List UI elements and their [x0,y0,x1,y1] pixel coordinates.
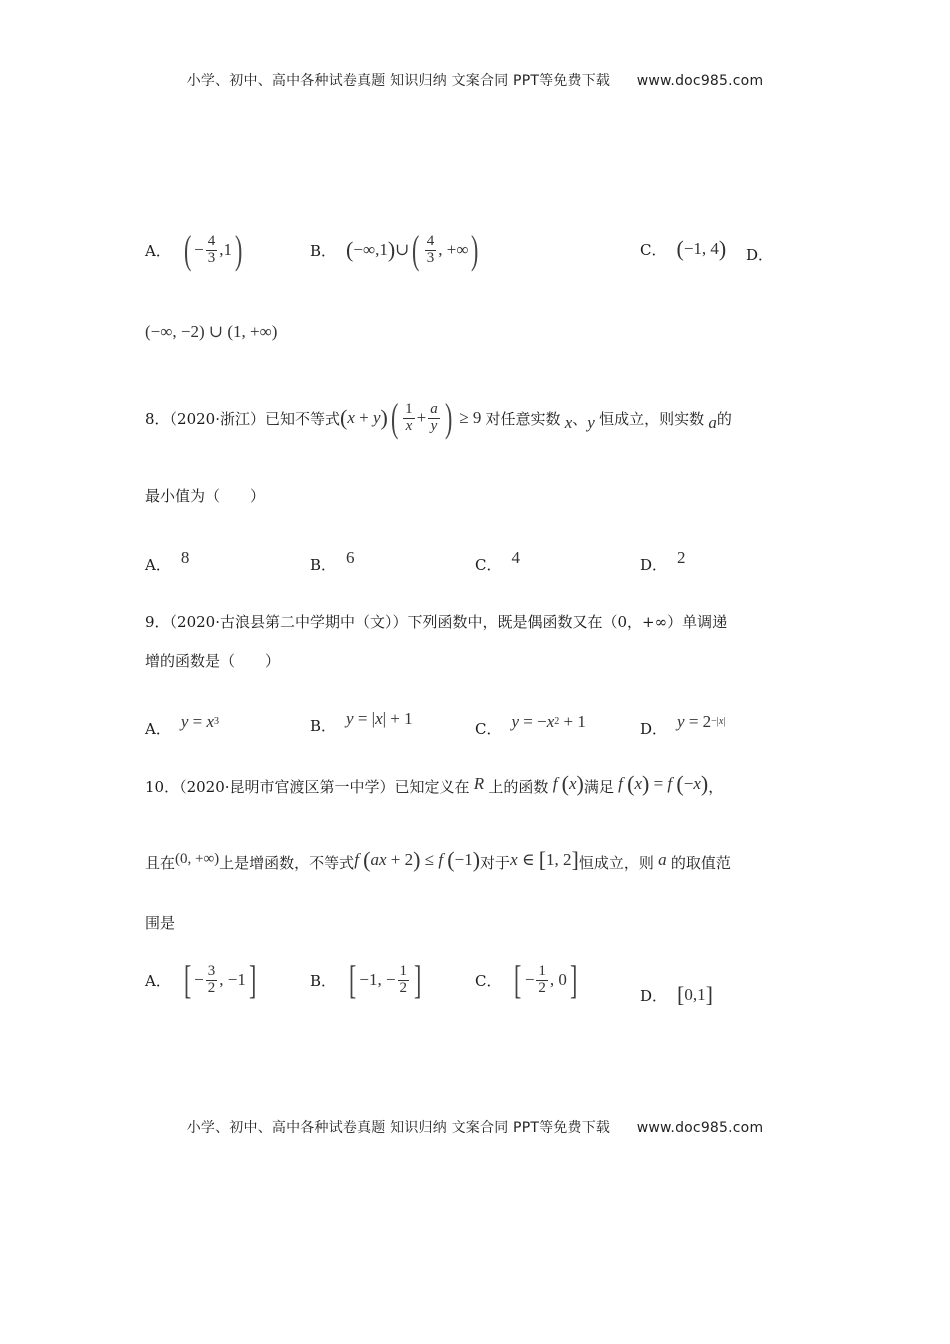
math-interval: [ 0,1 ] [677,982,713,1007]
math-function: y = x 3 [180,711,220,731]
math-var-x: x [560,413,573,432]
math-var-a: a [653,849,671,869]
q8-stem-line2: 最小值为（ ） [145,487,266,505]
q10-l2b: 上是增函数，不等式 [219,854,355,872]
header-site: www.doc985.com [636,73,764,89]
math-interval: ( − $\frac{4}{3}$ ,1 ) [183,227,243,272]
q10-l2e: 的取值范 [670,854,731,872]
q9-option-c [475,704,586,739]
q8-tail1: 恒成立，则实数 [599,409,705,428]
q9-stem-line2: 增的函数是（ ） [145,652,281,670]
option-value: 2 [677,547,686,567]
q10-l2d: 恒成立，则 [578,854,654,872]
math-fx: f ( x ) [552,770,584,796]
math-interval: [ − $\frac{1}{2}$ , 0 ] [514,957,578,1002]
math-interval: [ − $\frac{3}{2}$ , −1 ] [183,957,257,1002]
option-label: D． [746,246,774,264]
math-inequality: f ( ax + 2 ) ≤ f ( −1 ) [354,846,481,872]
q10-stem-line3: 围是 [145,914,176,932]
q10-stem-line2 [145,846,731,873]
q7-option-c [640,236,726,262]
q7-option-d-value: (−∞, −2) ∪ (1, +∞) [145,322,278,341]
q9-stem-line1: 9．（2020·古浪县第二中学期中（文））下列函数中，既是偶函数又在（0，+∞）单调递 [145,613,728,631]
header-text: 小学、初中、高中各种试卷真题 知识归纳 文案合同 PPT等免费下载 [186,73,611,89]
q10-prefix: 10．（2020·昆明市官渡区第一中学）已知定义在 [145,778,470,796]
option-label: C． [475,720,502,738]
option-label: A． [145,556,171,574]
q7-option-d [746,244,783,265]
q10-option-b [310,957,424,1002]
q10-l2c: 对于 [480,854,511,872]
q8-mid: 对任意实数 [485,409,561,428]
math-interval: ( −∞,1 ) ∪ ( $\frac{4}{3}$ , +∞ ) [346,227,479,272]
q10-option-d [640,982,713,1008]
q9-option-b [310,701,413,736]
math-var-a: a [704,413,717,432]
q7-option-a [145,227,245,272]
q9-option-a [145,704,219,739]
q10-end1: ， [708,778,724,796]
math-domain: x ∈ [ 1, 2 ] [510,846,579,872]
math-interval: (0, +∞) [175,851,220,867]
q10-option-a [145,957,259,1002]
option-value: 8 [180,547,190,567]
option-label: B． [310,241,337,260]
q8-option-a [145,540,189,575]
math-function: y = | x | + 1 [346,708,413,728]
math-interval: [ −1, − $\frac{1}{2}$ ] [349,957,422,1002]
option-label: B． [310,971,337,990]
option-label: D． [640,556,668,574]
option-label: A． [145,241,171,260]
q8-stem-line1 [145,395,732,440]
math-function: y = − x 2 + 1 [511,711,586,731]
option-label: D． [640,720,668,738]
option-label: A． [145,720,171,738]
q8-option-c [475,540,520,575]
q10-l2a: 且在 [145,854,176,872]
option-label: C． [475,556,502,574]
page-header [0,70,950,90]
math-function: y = 2 −|x| [677,711,726,731]
option-label: D． [640,986,668,1005]
q7-option-b [310,227,482,272]
q10-mid2: 满足 [583,778,614,796]
option-value: 6 [346,547,355,567]
option-label: B． [310,717,337,735]
option-label: A． [145,971,171,990]
page-footer [0,1117,950,1137]
option-label: B． [310,556,337,574]
q8-prefix: 8．（2020·浙江）已知不等式 [145,409,340,428]
option-label: C． [640,240,667,259]
footer-site: www.doc985.com [636,1120,764,1136]
q9-option-d [640,704,725,739]
math-var-y: y [587,413,600,432]
q10-option-c [475,957,580,1002]
footer-text: 小学、初中、高中各种试卷真题 知识归纳 文案合同 PPT等免费下载 [186,1120,611,1136]
q8-option-d [640,540,686,575]
option-value: 4 [511,547,520,567]
math-set-r: R [469,773,489,793]
option-label: C． [475,971,502,990]
q10-stem-line1 [145,770,724,797]
q8-sep: 、 [572,409,588,428]
q8-tail2: 的 [716,409,732,428]
q8-option-b [310,540,355,575]
math-interval: ( −1, 4 ) [676,236,727,261]
q10-mid1: 上的函数 [488,778,549,796]
math-inequality: ( x + y ) ( $\frac{1}{x}$ + $\frac{a}{y}$ ) ≥ 9 [340,395,482,440]
math-even-condition: f ( x ) = f ( − x ) [618,770,709,796]
